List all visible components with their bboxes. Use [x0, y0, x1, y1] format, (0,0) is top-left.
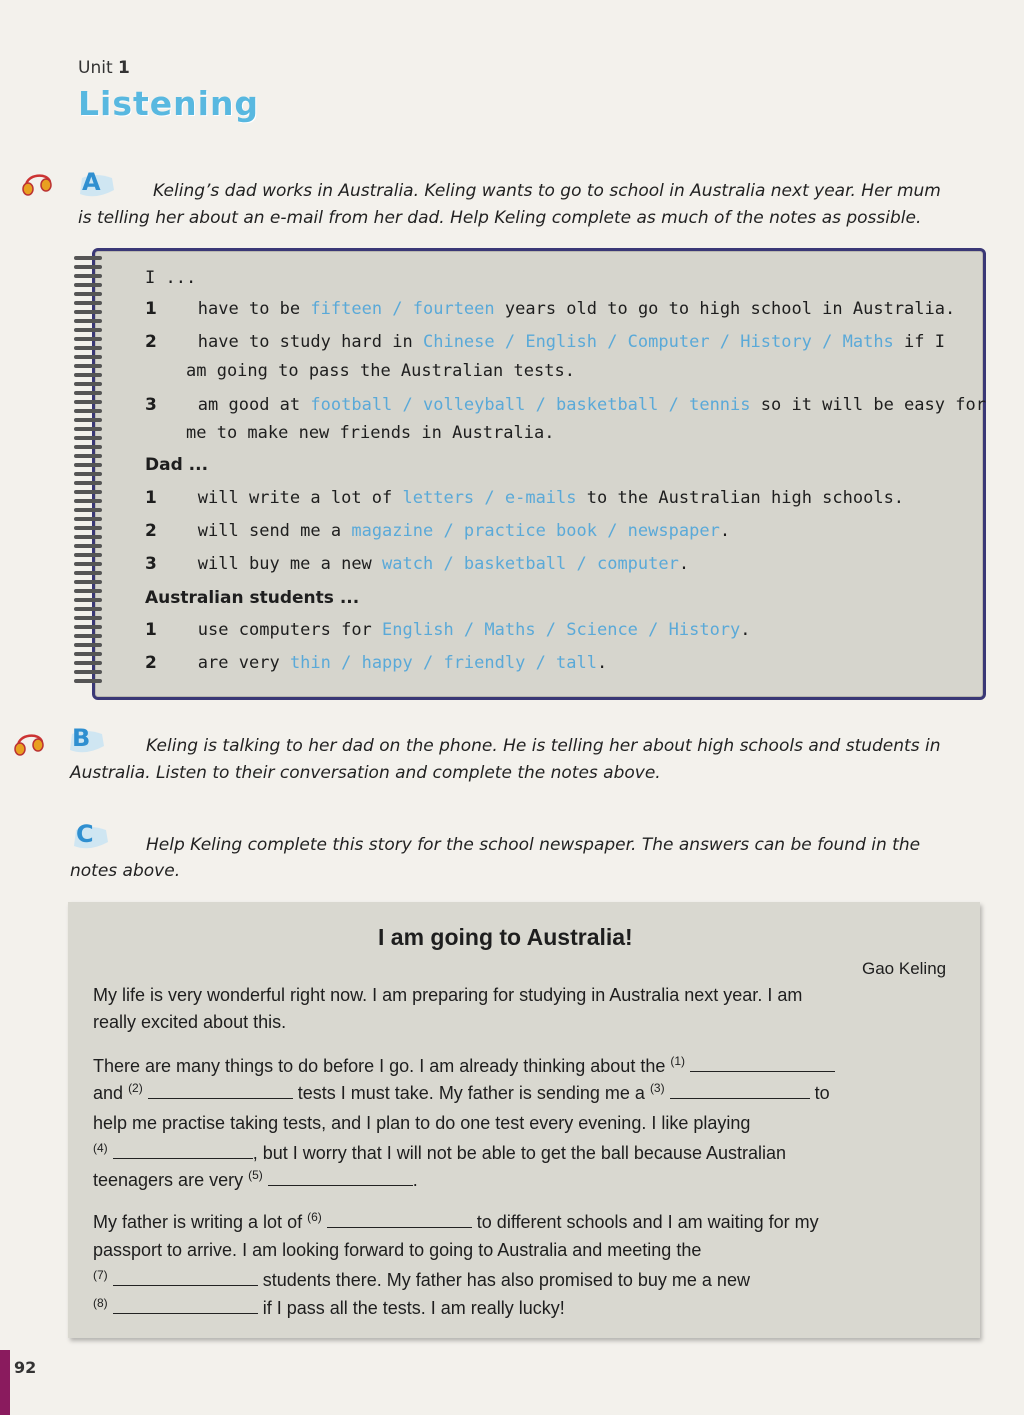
spiral-ring	[74, 625, 102, 629]
headphones-icon	[12, 730, 48, 756]
section-b-letter: B	[66, 726, 106, 756]
spiral-ring	[74, 472, 102, 476]
notes-students-item-1: 1 use computers for English / Maths / Science / History.	[145, 620, 751, 640]
unit-label: Unit 1	[78, 58, 130, 78]
spiral-ring	[74, 418, 102, 422]
answer-blank-7[interactable]	[113, 1271, 258, 1286]
spiral-ring	[74, 454, 102, 458]
notes-i-item-2-cont: am going to pass the Australian tests.	[186, 361, 575, 381]
answer-blank-5[interactable]	[268, 1171, 413, 1186]
spiral-ring	[74, 661, 102, 665]
notes-i-item-3-cont: me to make new friends in Australia.	[186, 423, 555, 443]
spiral-binding-icon	[70, 250, 106, 690]
spiral-ring	[74, 652, 102, 656]
spiral-ring	[74, 355, 102, 359]
story-p1-line2: really excited about this.	[93, 1012, 287, 1032]
page-title: Listening	[78, 84, 260, 123]
spiral-ring	[74, 382, 102, 386]
spiral-ring	[74, 391, 102, 395]
spiral-ring	[74, 616, 102, 620]
spiral-ring	[74, 634, 102, 638]
story-p3-line2: passport to arrive. I am looking forward to going to Australia and meeting the	[93, 1240, 702, 1260]
spiral-ring	[74, 517, 102, 521]
notes-dad-item-3: 3 will buy me a new watch / basketball / computer.	[145, 554, 690, 574]
spiral-ring	[74, 256, 102, 260]
spiral-ring	[74, 571, 102, 575]
story-p2-line3: help me practise taking tests, and I plan to do one test every evening. I like playing	[93, 1113, 751, 1133]
notes-dad-item-1: 1 will write a lot of letters / e-mails to the Australian high schools.	[145, 488, 905, 508]
story-p1-line1: My life is very wonderful right now. I am preparing for studying in Australia next year. I am	[93, 985, 803, 1005]
page-number-bar	[0, 1350, 10, 1415]
notes-dad-item-2: 2 will send me a magazine / practice book / newspaper.	[145, 521, 731, 541]
spiral-ring	[74, 481, 102, 485]
spiral-ring	[74, 445, 102, 449]
spiral-ring	[74, 499, 102, 503]
spiral-ring	[74, 337, 102, 341]
answer-blank-3[interactable]	[670, 1084, 810, 1099]
spiral-ring	[74, 292, 102, 296]
section-c-letter: C	[70, 822, 110, 852]
spiral-ring	[74, 490, 102, 494]
spiral-ring	[74, 283, 102, 287]
spiral-ring	[74, 274, 102, 278]
spiral-ring	[74, 562, 102, 566]
spiral-ring	[74, 436, 102, 440]
spiral-ring	[74, 373, 102, 377]
spiral-ring	[74, 544, 102, 548]
spiral-ring	[74, 301, 102, 305]
story-author: Gao Keling	[862, 959, 947, 978]
spiral-ring	[74, 607, 102, 611]
spiral-ring	[74, 265, 102, 269]
section-a-letter: A	[76, 170, 116, 200]
spiral-ring	[74, 553, 102, 557]
section-a-instruction-line2: is telling her about an e-mail from her dad. Help Keling complete as much of the notes as possible.	[78, 208, 922, 228]
section-a-instruction-line1: Keling’s dad works in Australia. Keling wants to go to school in Australia next year. Her mum	[153, 181, 941, 201]
spiral-ring	[74, 679, 102, 683]
notes-dad-header: Dad ...	[145, 455, 209, 475]
story-p3-line4: $^{(8)}$ if I pass all the tests. I am really lucky!	[93, 1296, 565, 1318]
spiral-ring	[74, 643, 102, 647]
spiral-ring	[74, 526, 102, 530]
answer-blank-4[interactable]	[113, 1144, 253, 1159]
spiral-ring	[74, 319, 102, 323]
answer-blank-2[interactable]	[148, 1084, 293, 1099]
spiral-ring	[74, 670, 102, 674]
spiral-ring	[74, 580, 102, 584]
story-p3-line1: My father is writing a lot of $^{(6)}$ to different schools and I am waiting for my	[93, 1210, 819, 1232]
answer-blank-8[interactable]	[113, 1299, 258, 1314]
answer-blank-6[interactable]	[327, 1213, 472, 1228]
notes-i-item-1: 1 have to be fifteen / fourteen years old to go to high school in Australia.	[145, 299, 956, 319]
page-number: 92	[14, 1358, 37, 1377]
section-b-instruction-line1: Keling is talking to her dad on the phone. He is telling her about high schools and students in	[146, 736, 941, 756]
story-p2-line1: There are many things to do before I go. I am already thinking about the $^{(1)}$	[93, 1054, 835, 1077]
spiral-ring	[74, 463, 102, 467]
spiral-ring	[74, 400, 102, 404]
story-p3-line3: $^{(7)}$ students there. My father has also promised to buy me a new	[93, 1268, 750, 1290]
spiral-ring	[74, 598, 102, 602]
spiral-ring	[74, 535, 102, 539]
notes-i-item-2: 2 have to study hard in Chinese / English / Computer / History / Maths if I	[145, 332, 945, 352]
spiral-ring	[74, 310, 102, 314]
section-c-instruction-line2: notes above.	[70, 861, 181, 881]
story-p2-line2: and $^{(2)}$ tests I must take. My father is sending me a $^{(3)}$ to	[93, 1081, 830, 1103]
notes-students-header: Australian students ...	[145, 588, 360, 608]
spiral-ring	[74, 427, 102, 431]
spiral-ring	[74, 409, 102, 413]
notes-students-item-2: 2 are very thin / happy / friendly / tall.	[145, 653, 608, 673]
spiral-ring	[74, 346, 102, 350]
section-c-instruction-line1: Help Keling complete this story for the school newspaper. The answers can be found in the	[146, 835, 921, 855]
notes-i-item-3: 3 am good at football / volleyball / basketball / tennis so it will be easy for	[145, 395, 986, 415]
spiral-ring	[74, 508, 102, 512]
spiral-ring	[74, 364, 102, 368]
section-b-instruction-line2: Australia. Listen to their conversation and complete the notes above.	[70, 763, 661, 783]
notes-i-header: I ...	[145, 268, 197, 288]
spiral-ring	[74, 589, 102, 593]
headphones-icon	[20, 170, 56, 196]
answer-blank-1[interactable]	[690, 1057, 835, 1072]
story-title: I am going to Australia!	[378, 924, 633, 950]
story-p2-line5: teenagers are very $^{(5)}$ .	[93, 1168, 418, 1190]
story-p2-line4: $^{(4)}$ , but I worry that I will not be able to get the ball because Australian	[93, 1141, 786, 1163]
spiral-ring	[74, 328, 102, 332]
